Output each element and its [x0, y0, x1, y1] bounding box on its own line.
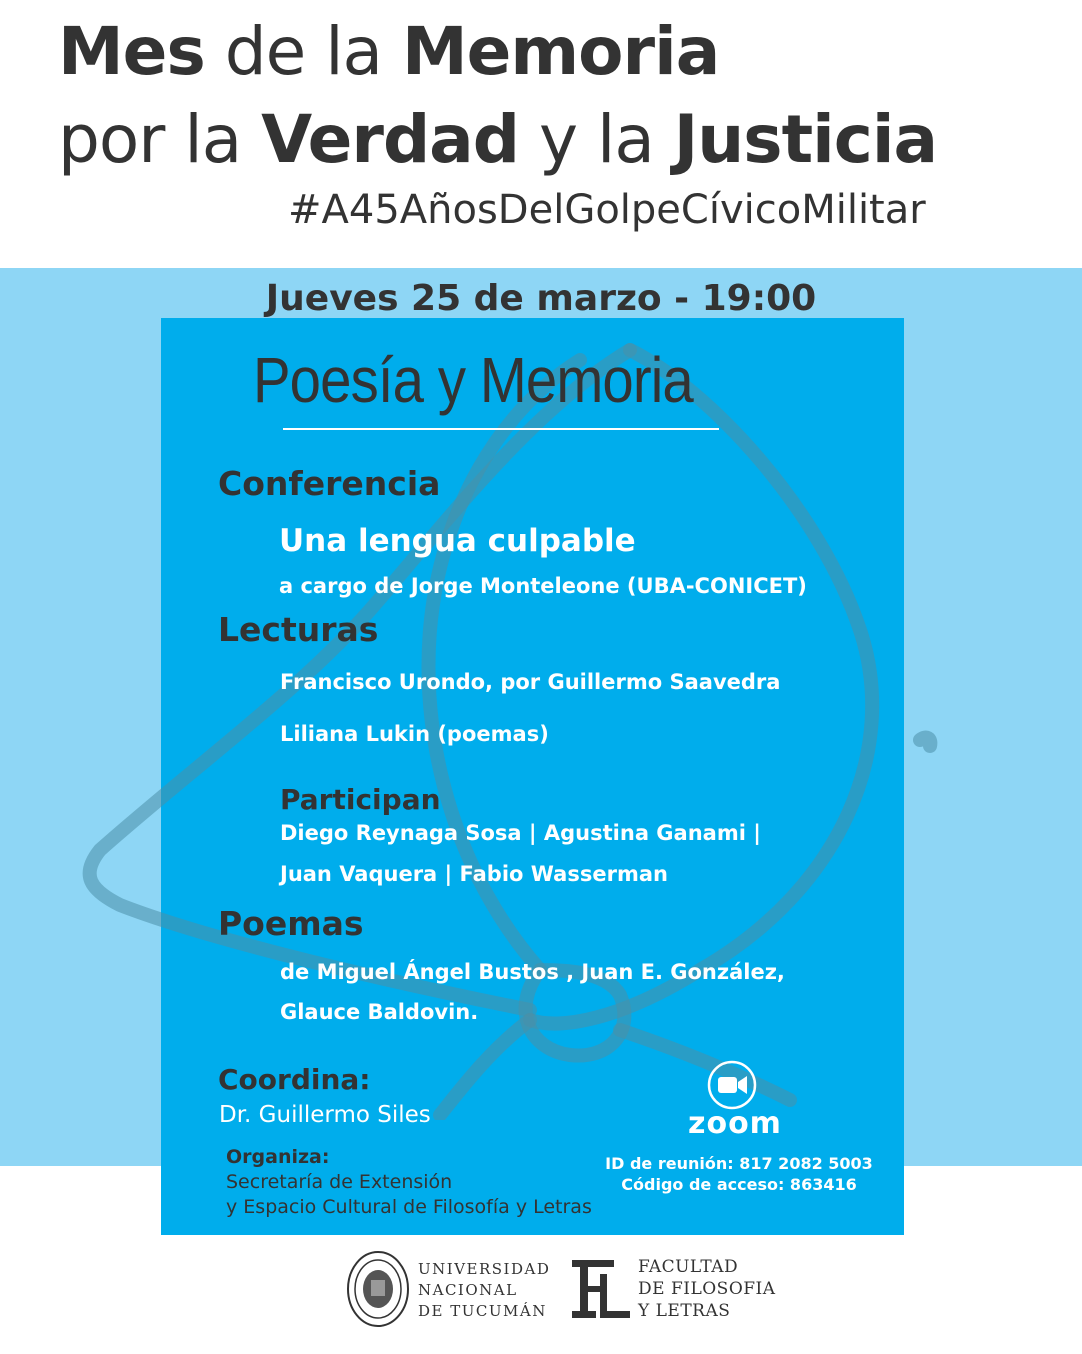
poemas-heading: Poemas: [218, 904, 364, 943]
unt-logo-text: DE TUCUMÁN: [418, 1302, 547, 1320]
conferencia-heading: Conferencia: [218, 464, 441, 503]
participants-line: Diego Reynaga Sosa | Agustina Ganami |: [280, 821, 761, 845]
ffyl-logo-text: Y LETRAS: [638, 1301, 731, 1321]
talk-speaker: a cargo de Jorge Monteleone (UBA-CONICET): [279, 574, 807, 598]
coordinator-name: Dr. Guillermo Siles: [219, 1102, 431, 1128]
lectura-item: Francisco Urondo, por Guillermo Saavedra: [280, 670, 781, 694]
organiza-line: y Espacio Cultural de Filosofía y Letras: [226, 1196, 592, 1218]
ffyl-logo-text: FACULTAD: [638, 1257, 739, 1277]
lecturas-heading: Lecturas: [218, 610, 379, 649]
meeting-id: ID de reunión: 817 2082 5003: [605, 1154, 873, 1173]
ffyl-logo-icon: [570, 1256, 632, 1322]
ffyl-logo-text: DE FILOSOFIA: [638, 1279, 776, 1299]
hashtag: #A45AñosDelGolpeCívicoMilitar: [288, 187, 926, 233]
main-title-line-2: por la Verdad y la Justicia: [58, 101, 938, 178]
organiza-line: Secretaría de Extensión: [226, 1171, 453, 1193]
poemas-line: Glauce Baldovin.: [280, 1000, 479, 1024]
participants-line: Juan Vaquera | Fabio Wasserman: [280, 862, 668, 886]
title-divider: [283, 428, 719, 430]
meeting-passcode: Código de acceso: 863416: [621, 1175, 857, 1194]
unt-seal-icon: [346, 1250, 410, 1328]
video-camera-icon: [707, 1060, 757, 1110]
coordina-heading: Coordina:: [218, 1063, 371, 1096]
poemas-line: de Miguel Ángel Bustos , Juan E. González,: [280, 960, 785, 984]
lectura-item: Liliana Lukin (poemas): [280, 722, 549, 746]
talk-title: Una lengua culpable: [279, 523, 636, 559]
organiza-heading: Organiza:: [226, 1146, 330, 1168]
unt-logo-text: UNIVERSIDAD: [418, 1260, 551, 1278]
main-title-line-1: Mes de la Memoria: [58, 13, 720, 90]
zoom-label: zoom: [688, 1106, 782, 1141]
event-title: Poesía y Memoria: [253, 344, 693, 416]
unt-logo-text: NACIONAL: [418, 1281, 518, 1299]
participan-heading: Participan: [280, 783, 441, 816]
event-date: Jueves 25 de marzo - 19:00: [265, 278, 817, 319]
